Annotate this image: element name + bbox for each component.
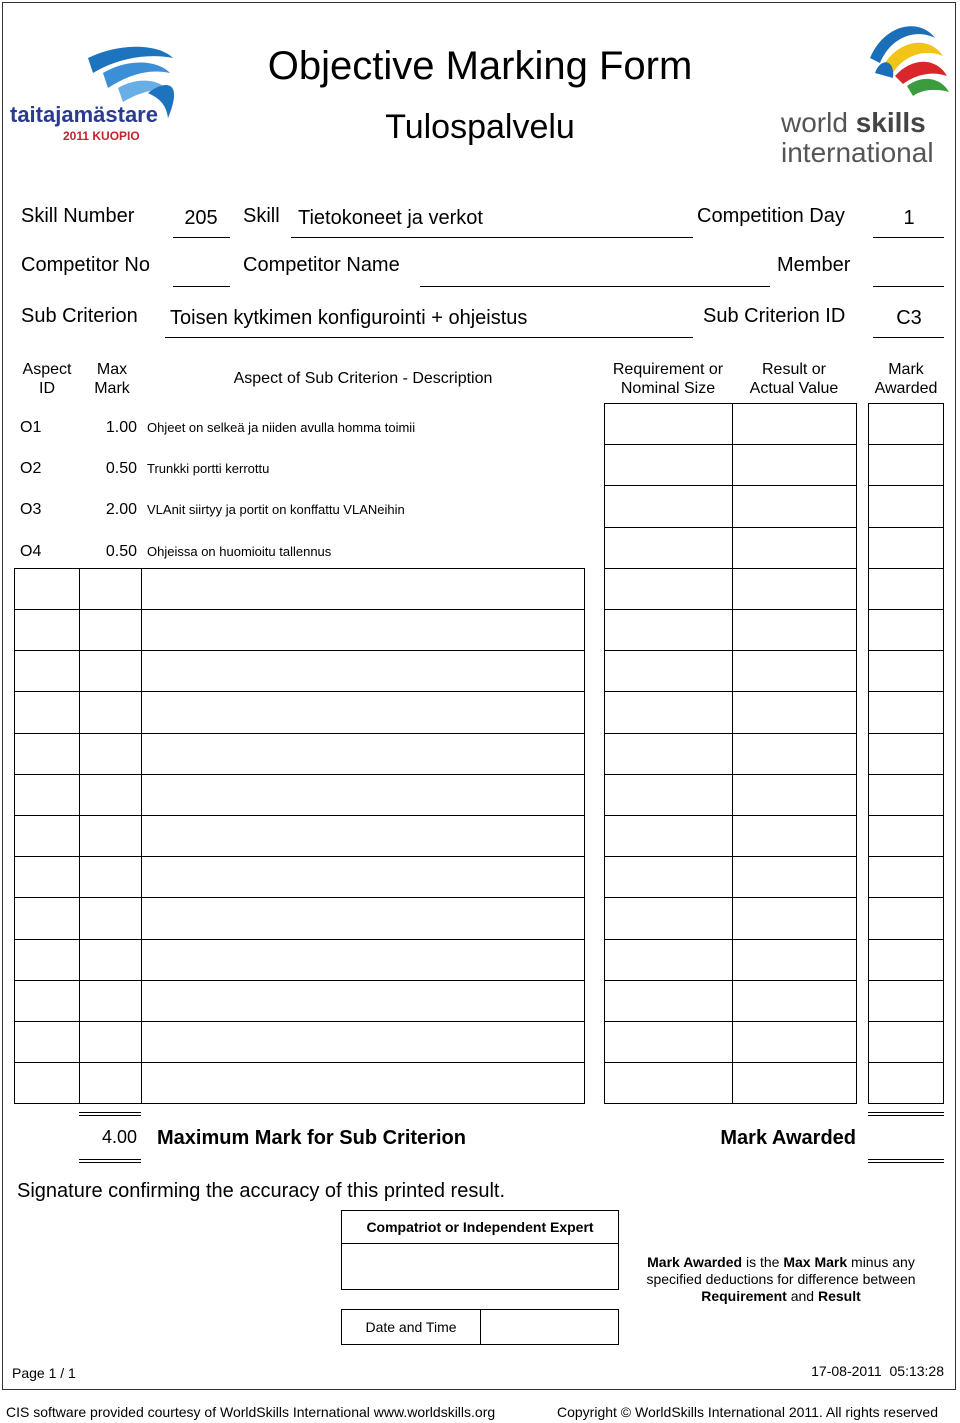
aspect-id-cell	[14, 815, 80, 857]
max-mark: 1.00	[105, 419, 137, 436]
header-requirement: Requirement or Nominal Size	[612, 361, 724, 397]
aspect-id-cell	[14, 1021, 80, 1063]
sub-criterion-id-value: C3	[896, 307, 922, 329]
mark-awarded-cell[interactable]	[868, 856, 944, 898]
result-cell[interactable]	[732, 815, 857, 857]
mark-awarded-cell[interactable]	[868, 939, 944, 981]
result-cell[interactable]	[732, 609, 857, 651]
max-total-value: 4.00	[101, 1127, 137, 1147]
result-cell[interactable]	[732, 856, 857, 898]
mark-awarded-total-label: Mark Awarded	[720, 1127, 856, 1149]
header-description: Aspect of Sub Criterion - Description	[233, 370, 493, 387]
skill-underline	[291, 237, 693, 238]
sub-criterion-id-label: Sub Criterion ID	[703, 305, 846, 327]
mark-awarded-cell[interactable]	[868, 897, 944, 940]
aspect-id-cell	[14, 568, 80, 610]
max-mark: 0.50	[105, 460, 137, 477]
competition-day-label: Competition Day	[697, 205, 845, 227]
aspect-description: Ohjeet on selkeä ja niiden avulla homma toimii	[147, 420, 416, 435]
mark-awarded-cell[interactable]	[868, 403, 944, 445]
mark-awarded-cell[interactable]	[868, 444, 944, 486]
result-cell[interactable]	[732, 527, 857, 569]
result-cell[interactable]	[732, 650, 857, 692]
date-time-label: Date and Time	[365, 1319, 457, 1335]
result-cell[interactable]	[732, 1062, 857, 1104]
max-mark-cell	[79, 815, 142, 857]
header-mark-awarded: Mark Awarded	[874, 361, 938, 397]
requirement-cell[interactable]	[604, 485, 733, 528]
aspect-description: Trunkki portti kerrottu	[147, 461, 270, 476]
max-mark-cell	[79, 1021, 142, 1063]
aspect-id-cell	[14, 1062, 80, 1104]
skill-number-value: 205	[184, 207, 218, 229]
description-cell	[141, 897, 585, 940]
max-total-top-rule	[79, 1112, 141, 1116]
description-cell	[141, 691, 585, 734]
requirement-cell[interactable]	[604, 1062, 733, 1104]
result-cell[interactable]	[732, 939, 857, 981]
result-cell[interactable]	[732, 980, 857, 1022]
result-cell[interactable]	[732, 403, 857, 445]
mark-awarded-cell[interactable]	[868, 485, 944, 528]
aspect-id-cell	[14, 609, 80, 651]
aspect-id-cell	[14, 897, 80, 940]
mark-awarded-cell[interactable]	[868, 980, 944, 1022]
date-label-box	[341, 1309, 481, 1345]
result-cell[interactable]	[732, 485, 857, 528]
aspect-description: VLAnit siirtyy ja portit on konffattu VLANeihin	[147, 502, 405, 517]
competition-day-value: 1	[903, 207, 915, 229]
aspect-id: O3	[20, 501, 42, 518]
logo-left-subtext: 2011 KUOPIO	[63, 129, 140, 143]
requirement-cell[interactable]	[604, 897, 733, 940]
sub-criterion-label: Sub Criterion	[21, 305, 138, 327]
requirement-cell[interactable]	[604, 444, 733, 486]
aspect-id-cell	[14, 691, 80, 734]
mark-awarded-cell[interactable]	[868, 650, 944, 692]
max-mark-cell	[79, 650, 142, 692]
requirement-cell[interactable]	[604, 774, 733, 816]
mark-awarded-cell[interactable]	[868, 568, 944, 610]
requirement-cell[interactable]	[604, 403, 733, 445]
requirement-cell[interactable]	[604, 650, 733, 692]
requirement-cell[interactable]	[604, 609, 733, 651]
mark-awarded-cell[interactable]	[868, 609, 944, 651]
mark-awarded-cell[interactable]	[868, 1021, 944, 1063]
max-mark-cell	[79, 980, 142, 1022]
print-datetime: 17-08-2011 05:13:28	[811, 1363, 944, 1379]
aspect-id-cell	[14, 774, 80, 816]
mark-awarded-cell[interactable]	[868, 527, 944, 569]
competitor-no-label: Competitor No	[21, 254, 150, 276]
page-number: Page 1 / 1	[12, 1365, 76, 1381]
aspect-id: O1	[20, 419, 42, 436]
max-mark-cell	[79, 568, 142, 610]
max-mark-cell	[79, 774, 142, 816]
competition-day-underline	[873, 237, 944, 238]
requirement-cell[interactable]	[604, 980, 733, 1022]
member-label: Member	[777, 254, 851, 276]
requirement-cell[interactable]	[604, 1021, 733, 1063]
mark-awarded-cell[interactable]	[868, 815, 944, 857]
skill-number-underline	[173, 237, 230, 238]
logo-right-skills: skills	[847, 107, 926, 138]
description-cell	[141, 939, 585, 981]
description-cell	[141, 568, 585, 610]
max-total-bottom-rule	[79, 1159, 141, 1163]
description-cell	[141, 1062, 585, 1104]
expert-label: Compatriot or Independent Expert	[366, 1219, 594, 1235]
result-cell[interactable]	[732, 568, 857, 610]
competitor-name-label: Competitor Name	[243, 254, 400, 276]
sub-criterion-value: Toisen kytkimen konfigurointi + ohjeistus	[170, 307, 528, 329]
result-cell[interactable]	[732, 774, 857, 816]
logo-right-world: world	[781, 107, 848, 138]
member-underline	[873, 286, 944, 287]
max-mark-cell	[79, 691, 142, 734]
max-total-label: Maximum Mark for Sub Criterion	[157, 1127, 466, 1149]
logo-left-text: taitajamästare	[10, 102, 158, 127]
requirement-cell[interactable]	[604, 939, 733, 981]
requirement-cell[interactable]	[604, 691, 733, 734]
aspect-description: Ohjeissa on huomioitu tallennus	[147, 544, 332, 559]
aspect-id-cell	[14, 980, 80, 1022]
max-mark-cell	[79, 1062, 142, 1104]
description-cell	[141, 815, 585, 857]
sub-criterion-id-underline	[873, 337, 944, 338]
logo-right-international: international	[781, 137, 934, 168]
max-mark-cell	[79, 609, 142, 651]
date-time-field[interactable]	[480, 1309, 619, 1345]
footer-courtesy: CIS software provided courtesy of WorldSkills International www.worldskills.org	[6, 1404, 496, 1420]
requirement-cell[interactable]	[604, 568, 733, 610]
header-result: Result or Actual Value	[749, 361, 839, 397]
max-mark-cell	[79, 939, 142, 981]
max-mark: 2.00	[105, 501, 137, 518]
description-cell	[141, 1021, 585, 1063]
requirement-cell[interactable]	[604, 733, 733, 775]
description-cell	[141, 774, 585, 816]
sub-criterion-underline	[165, 337, 693, 338]
signature-statement: Signature confirming the accuracy of this printed result.	[17, 1180, 506, 1202]
max-mark-cell	[79, 733, 142, 775]
page-title: Objective Marking Form	[267, 44, 693, 88]
mark-awarded-bottom-rule	[868, 1159, 944, 1163]
competitor-no-underline	[173, 286, 230, 287]
description-cell	[141, 609, 585, 651]
mark-awarded-top-rule	[868, 1112, 944, 1116]
description-cell	[141, 980, 585, 1022]
aspect-id-cell	[14, 939, 80, 981]
footer-copyright: Copyright © WorldSkills International 2011. All rights reserved	[557, 1404, 938, 1420]
requirement-cell[interactable]	[604, 527, 733, 569]
mark-awarded-cell[interactable]	[868, 1062, 944, 1104]
description-cell	[141, 733, 585, 775]
result-cell[interactable]	[732, 1021, 857, 1063]
mark-awarded-cell[interactable]	[868, 774, 944, 816]
skill-value: Tietokoneet ja verkot	[298, 207, 483, 229]
aspect-id-cell	[14, 650, 80, 692]
requirement-cell[interactable]	[604, 815, 733, 857]
max-mark-cell	[79, 897, 142, 940]
description-cell	[141, 650, 585, 692]
aspect-id: O2	[20, 460, 42, 477]
result-cell[interactable]	[732, 897, 857, 940]
mark-awarded-cell[interactable]	[868, 691, 944, 734]
description-cell	[141, 856, 585, 898]
max-mark: 0.50	[105, 543, 137, 560]
aspect-id-cell	[14, 856, 80, 898]
header-max-mark: Max Mark	[94, 361, 130, 397]
requirement-cell[interactable]	[604, 856, 733, 898]
mark-awarded-note: Mark Awarded is the Max Mark minus any specified deductions for difference between Requirement and Result	[646, 1254, 916, 1304]
result-cell[interactable]	[732, 733, 857, 775]
expert-signature-field[interactable]	[341, 1243, 619, 1290]
aspect-id: O4	[20, 543, 42, 560]
result-cell[interactable]	[732, 444, 857, 486]
max-mark-cell	[79, 856, 142, 898]
skill-number-label: Skill Number	[21, 205, 135, 227]
page-subtitle: Tulospalvelu	[385, 108, 575, 146]
skill-label: Skill	[243, 205, 280, 227]
result-cell[interactable]	[732, 691, 857, 734]
competitor-name-underline	[420, 286, 770, 287]
aspect-id-cell	[14, 733, 80, 775]
mark-awarded-cell[interactable]	[868, 733, 944, 775]
expert-label-box	[341, 1210, 619, 1244]
header-aspect-id: Aspect ID	[22, 361, 72, 397]
